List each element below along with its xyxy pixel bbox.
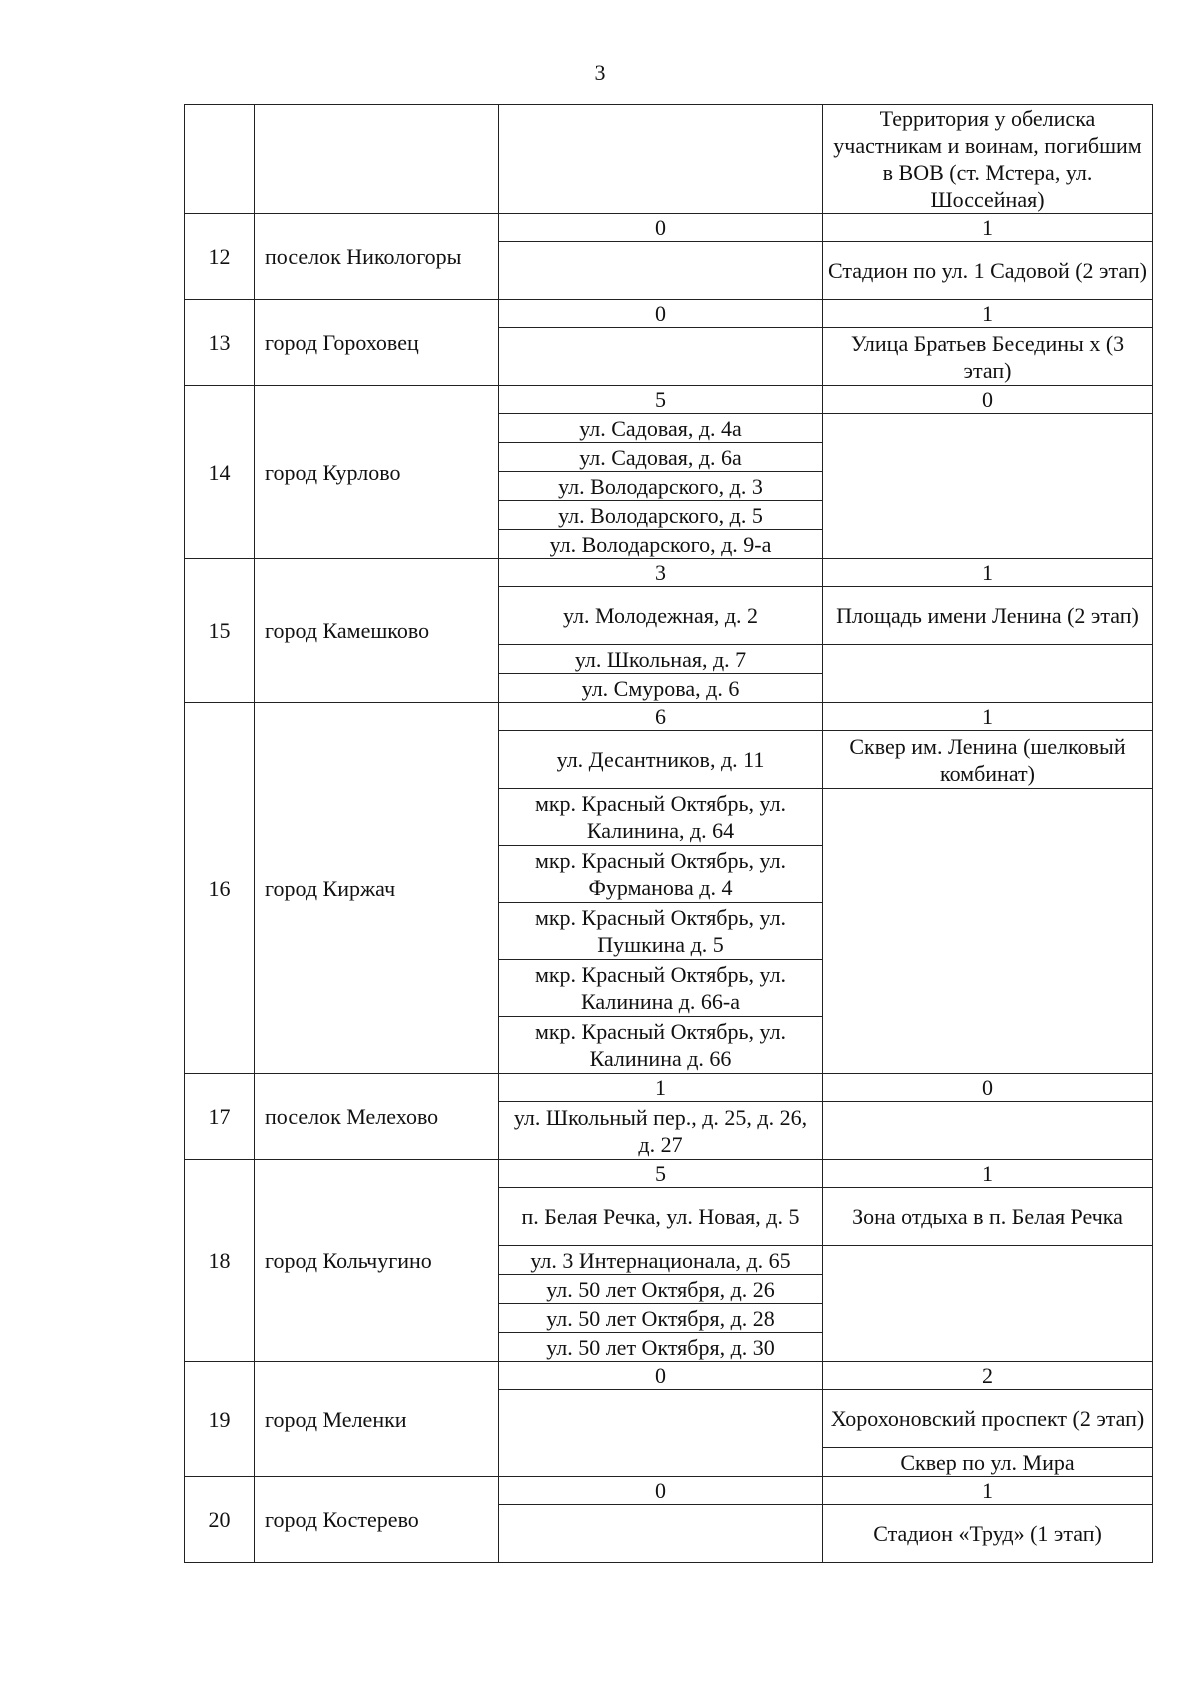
municipality-name: поселок Мелехово bbox=[255, 1074, 499, 1160]
public-space-cell: Зона отдыха в п. Белая Речка bbox=[823, 1188, 1153, 1246]
row-number bbox=[185, 105, 255, 214]
row-number: 15 bbox=[185, 559, 255, 703]
house-address: ул. 50 лет Октября, д. 28 bbox=[499, 1304, 823, 1333]
public-space-cell: Стадион «Труд» (1 этап) bbox=[823, 1505, 1153, 1563]
row-number: 20 bbox=[185, 1477, 255, 1563]
houses-count: 5 bbox=[499, 386, 823, 414]
row-number: 18 bbox=[185, 1160, 255, 1362]
municipality-name: город Курлово bbox=[255, 386, 499, 559]
houses-count: 5 bbox=[499, 1160, 823, 1188]
table-row bbox=[185, 1074, 1153, 1102]
house-address: ул. Володарского, д. 5 bbox=[499, 501, 823, 530]
public-space-cell: Территория у обелиска участникам и воинам, погибшим в ВОВ (ст. Мстера, ул. Шоссейная) bbox=[823, 105, 1153, 214]
row-number: 13 bbox=[185, 300, 255, 386]
houses-count: 0 bbox=[499, 300, 823, 328]
houses-empty-cell bbox=[499, 105, 823, 214]
public-space-empty-cell bbox=[823, 789, 1153, 1074]
house-address: ул. Молодежная, д. 2 bbox=[499, 587, 823, 645]
row-number: 12 bbox=[185, 214, 255, 300]
house-address: ул. 50 лет Октября, д. 30 bbox=[499, 1333, 823, 1362]
house-address: п. Белая Речка, ул. Новая, д. 5 bbox=[499, 1188, 823, 1246]
municipality-name: город Меленки bbox=[255, 1362, 499, 1477]
public-space-cell: Хорохоновский проспект (2 этап) bbox=[823, 1390, 1153, 1448]
municipality-name bbox=[255, 105, 499, 214]
public-spaces-count: 1 bbox=[823, 703, 1153, 731]
houses-count: 6 bbox=[499, 703, 823, 731]
table-row bbox=[185, 214, 1153, 242]
row-number: 19 bbox=[185, 1362, 255, 1477]
public-space-cell: Площадь имени Ленина (2 этап) bbox=[823, 587, 1153, 645]
houses-count: 3 bbox=[499, 559, 823, 587]
house-address: мкр. Красный Октябрь, ул. Калинина д. 66 bbox=[499, 1017, 823, 1074]
public-space-empty-cell bbox=[823, 645, 1153, 703]
houses-empty-cell bbox=[499, 1390, 823, 1477]
houses-count: 1 bbox=[499, 1074, 823, 1102]
house-address: ул. Школьный пер., д. 25, д. 26, д. 27 bbox=[499, 1102, 823, 1160]
table-row bbox=[185, 1160, 1153, 1188]
houses-count: 0 bbox=[499, 1362, 823, 1390]
public-space-empty-cell bbox=[823, 414, 1153, 559]
house-address: ул. Школьная, д. 7 bbox=[499, 645, 823, 674]
public-space-cell: Стадион по ул. 1 Садовой (2 этап) bbox=[823, 242, 1153, 300]
table-row bbox=[185, 1362, 1153, 1390]
table-row bbox=[185, 703, 1153, 731]
public-spaces-count: 2 bbox=[823, 1362, 1153, 1390]
house-address: ул. Десантников, д. 11 bbox=[499, 731, 823, 789]
register-table bbox=[184, 104, 1153, 1563]
public-spaces-count: 1 bbox=[823, 214, 1153, 242]
houses-count: 0 bbox=[499, 1477, 823, 1505]
public-space-cell: Улица Братьев Беседины х (3 этап) bbox=[823, 328, 1153, 386]
row-number: 17 bbox=[185, 1074, 255, 1160]
public-spaces-count: 1 bbox=[823, 300, 1153, 328]
table-row bbox=[185, 386, 1153, 414]
municipality-name: город Гороховец bbox=[255, 300, 499, 386]
municipality-name: город Кольчугино bbox=[255, 1160, 499, 1362]
house-address: ул. Володарского, д. 3 bbox=[499, 472, 823, 501]
table-row bbox=[185, 105, 1153, 214]
public-space-empty-cell bbox=[823, 1246, 1153, 1362]
house-address: ул. Садовая, д. 4а bbox=[499, 414, 823, 443]
table-row bbox=[185, 300, 1153, 328]
houses-empty-cell bbox=[499, 242, 823, 300]
public-space-cell: Сквер им. Ленина (шелковый комбинат) bbox=[823, 731, 1153, 789]
public-spaces-count: 0 bbox=[823, 1074, 1153, 1102]
municipality-name: город Костерево bbox=[255, 1477, 499, 1563]
public-space-cell: Сквер по ул. Мира bbox=[823, 1448, 1153, 1477]
public-spaces-count: 1 bbox=[823, 1160, 1153, 1188]
house-address: мкр. Красный Октябрь, ул. Калинина, д. 64 bbox=[499, 789, 823, 846]
house-address: ул. 50 лет Октября, д. 26 bbox=[499, 1275, 823, 1304]
page-number: 3 bbox=[594, 60, 606, 85]
row-number: 14 bbox=[185, 386, 255, 559]
house-address: ул. 3 Интернационала, д. 65 bbox=[499, 1246, 823, 1275]
house-address: ул. Володарского, д. 9-а bbox=[499, 530, 823, 559]
municipality-name: город Киржач bbox=[255, 703, 499, 1074]
houses-count: 0 bbox=[499, 214, 823, 242]
house-address: ул. Садовая, д. 6а bbox=[499, 443, 823, 472]
public-spaces-count: 1 bbox=[823, 1477, 1153, 1505]
public-spaces-count: 1 bbox=[823, 559, 1153, 587]
houses-empty-cell bbox=[499, 328, 823, 386]
house-address: мкр. Красный Октябрь, ул. Фурманова д. 4 bbox=[499, 846, 823, 903]
house-address: мкр. Красный Октябрь, ул. Пушкина д. 5 bbox=[499, 903, 823, 960]
municipality-name: поселок Никологоры bbox=[255, 214, 499, 300]
municipality-name: город Камешково bbox=[255, 559, 499, 703]
house-address: мкр. Красный Октябрь, ул. Калинина д. 66-а bbox=[499, 960, 823, 1017]
public-spaces-count: 0 bbox=[823, 386, 1153, 414]
public-space-empty-cell bbox=[823, 1102, 1153, 1160]
house-address: ул. Смурова, д. 6 bbox=[499, 674, 823, 703]
table-row bbox=[185, 1477, 1153, 1505]
table-row bbox=[185, 559, 1153, 587]
row-number: 16 bbox=[185, 703, 255, 1074]
houses-empty-cell bbox=[499, 1505, 823, 1563]
